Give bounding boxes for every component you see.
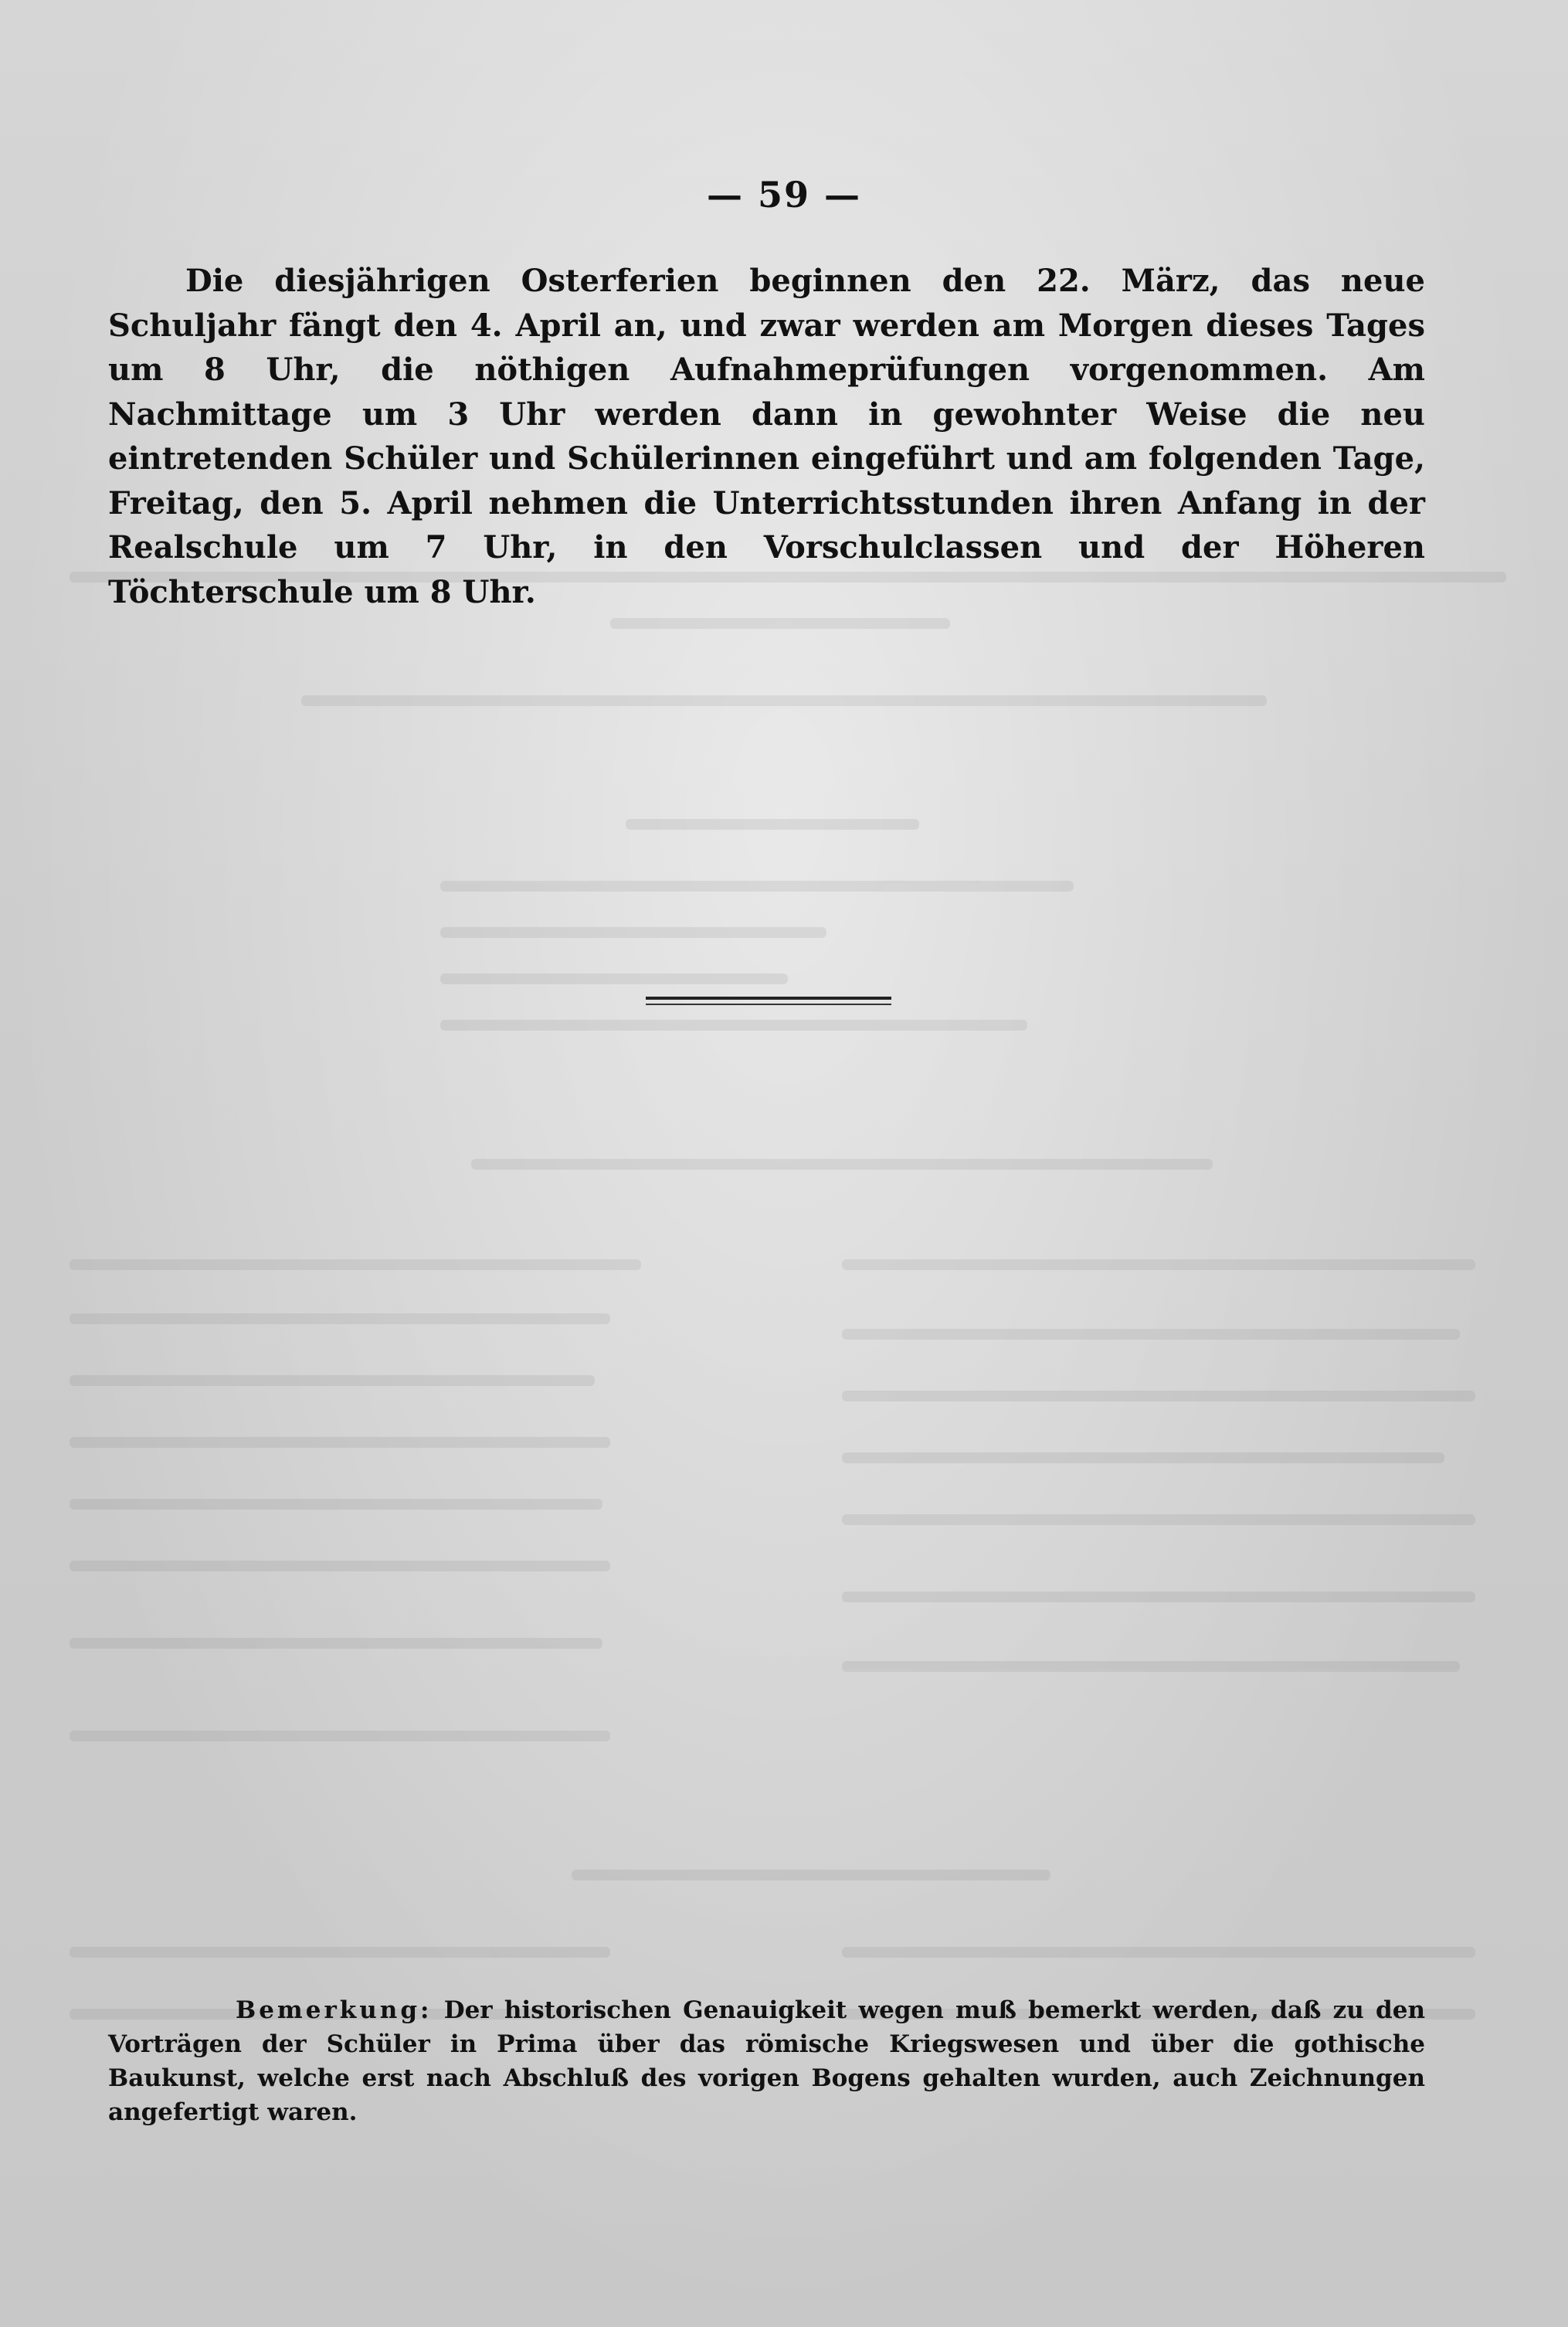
bleed-through-background xyxy=(70,541,1506,2086)
remark-label: Bemerkung: xyxy=(236,1996,433,2024)
divider-thin-line xyxy=(646,1004,891,1005)
main-paragraph: Die diesjährigen Osterferien beginnen den 22. März, das neue Schuljahr fängt den 4. April an, und zwar werden am Morgen dieses Tages um 8 Uhr, die nöthigen Aufnahmeprüfungen vorgenommen. Am Nachmittage um 3 Uhr werden dann in gewohnter Weise die neu eintretenden Schüler und Schülerinnen eingeführt und am folgenden Tage, Freitag, den 5. April nehmen die Unterrichtsstunden ihren Anfang in der Realschule um 7 Uhr, in den Vorschulclassen und der Höheren Töchterschule um 8 Uhr. xyxy=(108,263,1425,610)
page-number: — 59 — xyxy=(706,174,862,216)
remark-note xyxy=(108,1993,1425,2129)
double-rule-divider xyxy=(646,997,891,1005)
divider-thick-line xyxy=(646,997,891,1000)
remark-text: Der historischen Genauigkeit wegen muß bemerkt werden, daß zu den Vorträgen der Schüler in Prima über das römische Kriegswesen und über die gothische Baukunst, welche erst nach Abschluß des vorigen Bogens gehalten wurden, auch Zeichnungen angefertigt waren. xyxy=(108,1996,1425,2126)
